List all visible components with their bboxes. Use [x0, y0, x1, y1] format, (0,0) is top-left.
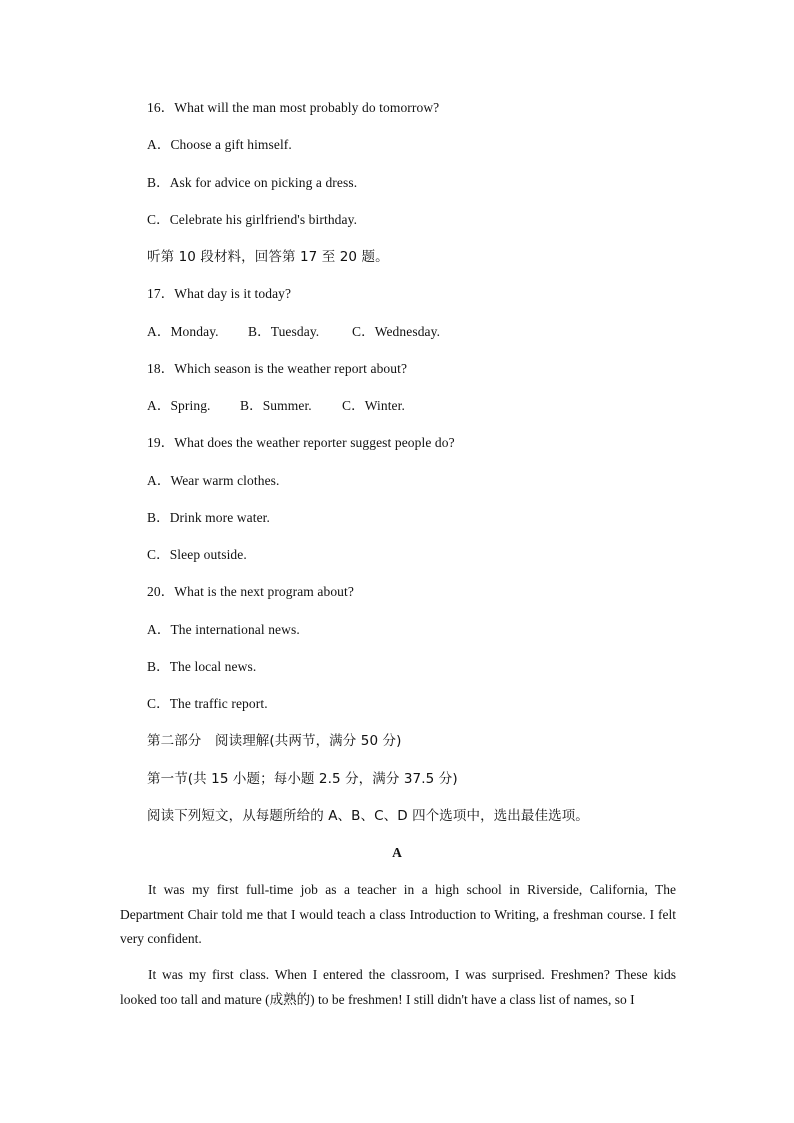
question-18-option-c: C．Winter.	[342, 398, 405, 413]
question-16-stem: 16．What will the man most probably do tomorrow?	[147, 100, 440, 115]
question-20-option-c: C．The traffic report.	[147, 696, 268, 711]
paragraph-1-text: It was my first full-time job as a teacher in a high school in Riverside, California, The Department Chair told me that I would teach a class Introduction to Writing, a freshman course. I felt very confident.	[120, 882, 676, 946]
part2-heading: 第二部分 阅读理解(共两节，满分 50 分)	[147, 733, 402, 749]
listening-instruction: 听第 10 段材料，回答第 17 至 20 题。	[147, 249, 389, 265]
question-19-option-a: A．Wear warm clothes.	[147, 473, 280, 488]
question-18-stem: 18．Which season is the weather report about?	[147, 361, 408, 376]
question-16-option-c: C．Celebrate his girlfriend's birthday.	[147, 212, 358, 227]
passage-paragraph	[120, 878, 676, 952]
question-18-option-b: B．Summer.	[240, 398, 312, 413]
question-20-option-a: A．The international news.	[147, 622, 300, 637]
question-17-option-a: A．Monday.	[147, 324, 219, 339]
question-19-stem: 19．What does the weather reporter suggest people do?	[147, 435, 455, 450]
paragraph-2-text: It was my first class. When I entered the classroom, I was surprised. Freshmen? These kids looked too tall and mature (成熟的) to be freshmen! I still didn't have a class list of names, so I	[120, 967, 676, 1007]
question-18-option-a: A．Spring.	[147, 398, 211, 413]
question-17-stem: 17．What day is it today?	[147, 286, 292, 301]
question-16-option-a: A．Choose a gift himself.	[147, 137, 292, 152]
question-16-option-b: B．Ask for advice on picking a dress.	[147, 175, 358, 190]
question-19-option-b: B．Drink more water.	[147, 510, 270, 525]
question-17-options	[147, 322, 440, 342]
passage-label: A	[392, 845, 402, 860]
passage-paragraph	[120, 963, 676, 1012]
section1-heading: 第一节(共 15 小题；每小题 2.5 分，满分 37.5 分)	[147, 771, 458, 787]
question-18-options	[147, 396, 405, 416]
question-20-option-b: B．The local news.	[147, 659, 257, 674]
question-19-option-c: C．Sleep outside.	[147, 547, 247, 562]
question-17-option-c: C．Wednesday.	[352, 324, 441, 339]
question-17-option-b: B．Tuesday.	[248, 324, 320, 339]
reading-directions: 阅读下列短文，从每题所给的 A、B、C、D 四个选项中，选出最佳选项。	[147, 808, 589, 824]
question-20-stem: 20．What is the next program about?	[147, 584, 354, 599]
